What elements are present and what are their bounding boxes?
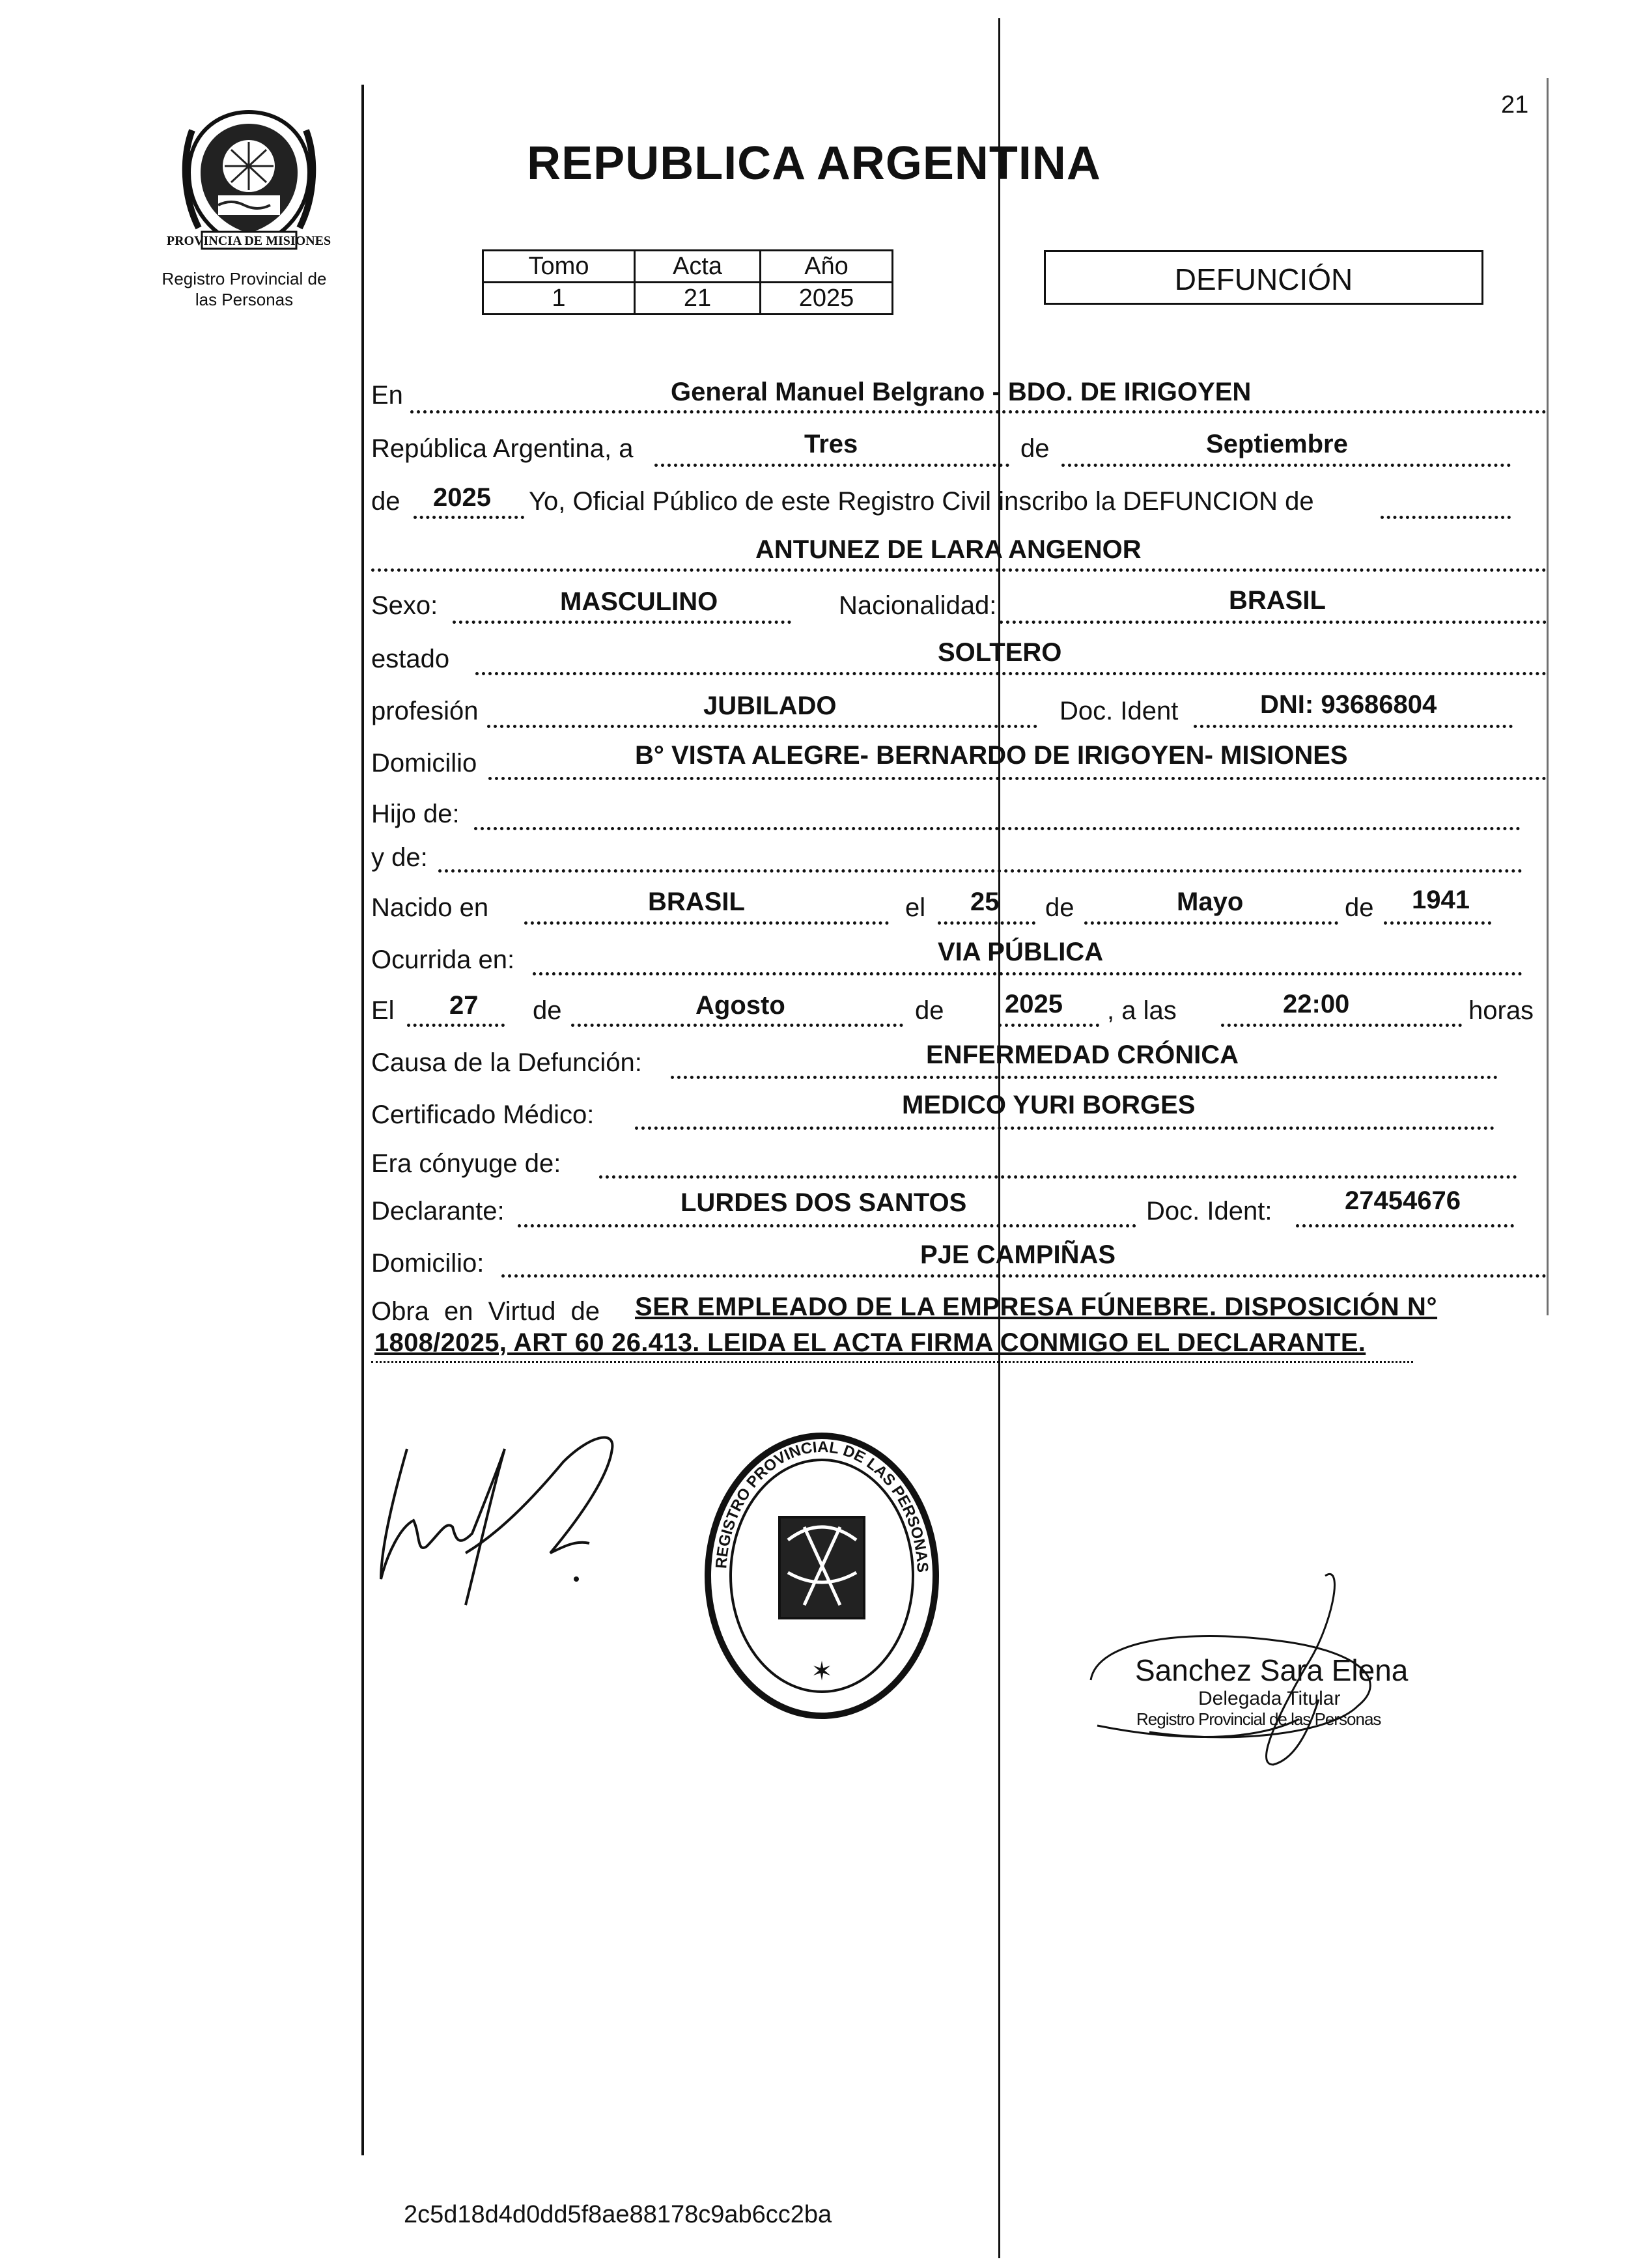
mes-de-label: de [1020, 434, 1050, 463]
official-seal [700, 1429, 944, 1722]
mes-line [1061, 464, 1511, 467]
ocurrida-label: Ocurrida en: [371, 945, 515, 974]
def-mes-line [571, 1024, 903, 1027]
right-edge-rule [1547, 78, 1549, 1315]
horas-label: horas [1468, 996, 1534, 1025]
record-table [482, 249, 893, 315]
mes-value: Septiembre [1206, 430, 1348, 458]
doc-ident-line [1194, 725, 1513, 728]
profesion-value: JUBILADO [703, 692, 837, 720]
officer-signature [368, 1423, 641, 1612]
anio-de-label: de [371, 487, 400, 516]
def-anio-line [998, 1024, 1099, 1027]
def-mes-value: Agosto [695, 991, 785, 1020]
decl-doc-value: 27454676 [1345, 1186, 1461, 1215]
certificado-line [635, 1127, 1495, 1130]
nac-anio-value: 1941 [1412, 886, 1470, 914]
nac-anio-line [1384, 921, 1491, 925]
delegate-signature-stamp [1084, 1569, 1475, 1778]
scan-fold-line [998, 18, 1000, 2258]
hijo-label: Hijo de: [371, 800, 460, 828]
dia-line [654, 464, 1009, 467]
record-value-tomo: 1 [483, 283, 635, 315]
obra-value-line2: 1808/2025, ART 60 26.413. LEIDA EL ACTA FIRMA CONMIGO EL DECLARANTE. [374, 1328, 1366, 1357]
dia-value: Tres [804, 430, 858, 458]
doc-ident-label: Doc. Ident [1060, 697, 1179, 725]
page-number: 21 [1501, 91, 1529, 119]
domicilio-value: B° VISTA ALEGRE- BERNARDO DE IRIGOYEN- MISIONES [635, 741, 1348, 770]
left-margin-rule [361, 85, 364, 2155]
def-el-label: El [371, 996, 395, 1025]
document-title: REPUBLICA ARGENTINA [527, 137, 1101, 189]
anio-line [414, 516, 524, 519]
conyuge-line [599, 1175, 1517, 1179]
ocurrida-line [533, 972, 1523, 975]
sexo-line [453, 621, 791, 624]
def-dia-value: 27 [449, 991, 479, 1020]
certificado-label: Certificado Médico: [371, 1100, 595, 1129]
certificado-value: MEDICO YURI BORGES [902, 1091, 1196, 1119]
y-de-label: y de: [371, 843, 428, 872]
decl-domicilio-label: Domicilio: [371, 1249, 484, 1278]
nacido-line [524, 921, 889, 925]
en-label: En [371, 381, 403, 410]
obra-line [371, 1361, 1413, 1363]
en-line [410, 410, 1547, 413]
domicilio-line [488, 777, 1547, 780]
record-header-tomo: Tomo [483, 251, 635, 283]
oficial-tail-line [1381, 516, 1511, 519]
causa-label: Causa de la Defunción: [371, 1048, 642, 1077]
oficial-text: Yo, Oficial Público de este Registro Civil inscribo la DEFUNCION de [529, 487, 1314, 516]
def-dia-line [407, 1024, 505, 1027]
declarante-label: Declarante: [371, 1197, 505, 1225]
nacido-label: Nacido en [371, 893, 489, 922]
y-de-line [438, 869, 1523, 873]
issuer-caption-line2: las Personas [195, 290, 294, 309]
domicilio-label: Domicilio [371, 749, 477, 777]
estado-value: SOLTERO [938, 638, 1062, 667]
declarante-value: LURDES DOS SANTOS [681, 1188, 967, 1217]
causa-value: ENFERMEDAD CRÓNICA [926, 1041, 1239, 1069]
conyuge-label: Era cónyuge de: [371, 1149, 561, 1178]
profesion-label: profesión [371, 697, 479, 725]
nac-mes-de-label: de [1045, 893, 1074, 922]
nac-el-label: el [905, 893, 926, 922]
anio-value: 2025 [433, 483, 491, 512]
nac-mes-line [1084, 921, 1338, 925]
sexo-value: MASCULINO [560, 587, 718, 616]
record-value-anio: 2025 [761, 283, 893, 315]
sexo-label: Sexo: [371, 591, 438, 620]
nacido-value: BRASIL [648, 888, 745, 916]
document-type-box: DEFUNCIÓN [1044, 250, 1483, 305]
decl-domicilio-line [501, 1274, 1547, 1278]
republica-label: República Argentina, a [371, 434, 634, 463]
decl-doc-label: Doc. Ident: [1146, 1197, 1272, 1225]
en-value: General Manuel Belgrano - BDO. DE IRIGOYEN [671, 378, 1252, 406]
seal-lettering: REGISTRO PROVINCIAL DE LAS PERSONAS [712, 1438, 932, 1573]
profesion-line [487, 725, 1037, 728]
record-header-anio: Año [761, 251, 893, 283]
ocurrida-value: VIA PÚBLICA [938, 938, 1104, 966]
stamp-name: Sanchez Sara Elena [1135, 1653, 1409, 1687]
decl-doc-line [1296, 1224, 1514, 1227]
def-mes-de-label: de [533, 996, 562, 1025]
hora-value: 22:00 [1283, 990, 1350, 1018]
estado-label: estado [371, 645, 450, 673]
issuer-caption-line1: Registro Provincial de [161, 269, 327, 288]
decl-domicilio-value: PJE CAMPIÑAS [920, 1240, 1116, 1269]
emblem-lettering: PROVINCIA DE MISIONES [166, 234, 331, 248]
record-value-acta: 21 [635, 283, 761, 315]
causa-line [671, 1076, 1498, 1079]
nombre-value: ANTUNEZ DE LARA ANGENOR [755, 535, 1142, 564]
record-header-acta: Acta [635, 251, 761, 283]
obra-label: Obra en Virtud de [371, 1297, 600, 1326]
nombre-line [371, 568, 1547, 572]
nacionalidad-line [1000, 621, 1547, 624]
hora-line [1221, 1024, 1462, 1027]
obra-value-line1: SER EMPLEADO DE LA EMPRESA FÚNEBRE. DISPOSICIÓN N° [635, 1293, 1438, 1321]
hijo-line [474, 827, 1521, 830]
stamp-office: Registro Provincial de las Personas [1136, 1709, 1381, 1729]
nac-mes-value: Mayo [1177, 888, 1244, 916]
issuer-caption [140, 268, 348, 310]
svg-text:✶: ✶ [811, 1657, 833, 1686]
document-hash: 2c5d18d4d0dd5f8ae88178c9ab6cc2ba [404, 2201, 832, 2228]
nacionalidad-value: BRASIL [1229, 586, 1326, 615]
def-anio-de-label: de [915, 996, 944, 1025]
nac-dia-value: 25 [970, 888, 1000, 916]
a-las-label: , a las [1107, 996, 1177, 1025]
nac-dia-line [938, 921, 1035, 925]
stamp-role: Delegada Titular [1198, 1688, 1341, 1709]
estado-line [475, 672, 1547, 675]
declarante-line [518, 1224, 1136, 1227]
nacionalidad-label: Nacionalidad: [839, 591, 997, 620]
nac-anio-de-label: de [1345, 893, 1374, 922]
doc-ident-value: DNI: 93686804 [1260, 690, 1437, 719]
def-anio-value: 2025 [1005, 990, 1063, 1018]
